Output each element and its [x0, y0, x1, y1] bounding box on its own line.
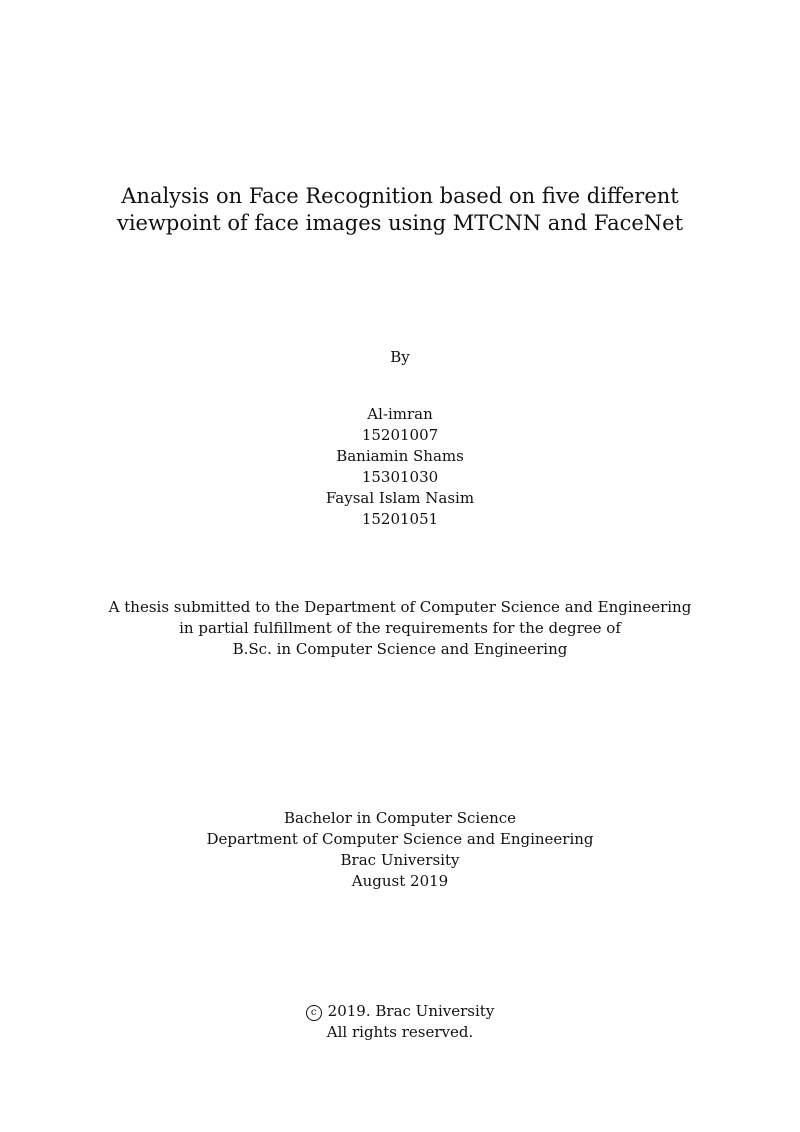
department-name: Department of Computer Science and Engineering	[206, 830, 594, 848]
program-name: Bachelor in Computer Science	[283, 809, 517, 827]
author-id: 15301030	[361, 468, 439, 486]
copyright-line	[0, 1001, 800, 1022]
copyright-notice	[0, 1001, 800, 1043]
author-name: Baniamin Shams	[336, 447, 464, 465]
statement-line-3: B.Sc. in Computer Science and Engineering	[232, 640, 568, 658]
university-name: Brac University	[340, 851, 460, 869]
title-line-1: Analysis on Face Recognition based on five different	[121, 184, 679, 208]
copyright-text: 2019. Brac University	[327, 1002, 495, 1020]
affiliation	[0, 808, 800, 892]
rights-reserved: All rights reserved.	[326, 1023, 474, 1041]
submission-statement	[0, 597, 800, 660]
statement-line-2: in partial fulfillment of the requirements for the degree of	[179, 619, 621, 637]
by-label: By	[390, 348, 410, 366]
title-line-2: viewpoint of face images using MTCNN and FaceNet	[116, 211, 684, 235]
submission-date: August 2019	[351, 872, 449, 890]
author-name: Al-imran	[367, 405, 433, 423]
thesis-title	[0, 183, 800, 237]
author-id: 15201051	[361, 510, 439, 528]
author-list	[0, 404, 800, 530]
author-id: 15201007	[361, 426, 439, 444]
copyright-icon: c	[306, 1005, 322, 1021]
statement-line-1: A thesis submitted to the Department of Computer Science and Engineering	[108, 598, 692, 616]
author-name: Faysal Islam Nasim	[325, 489, 475, 507]
